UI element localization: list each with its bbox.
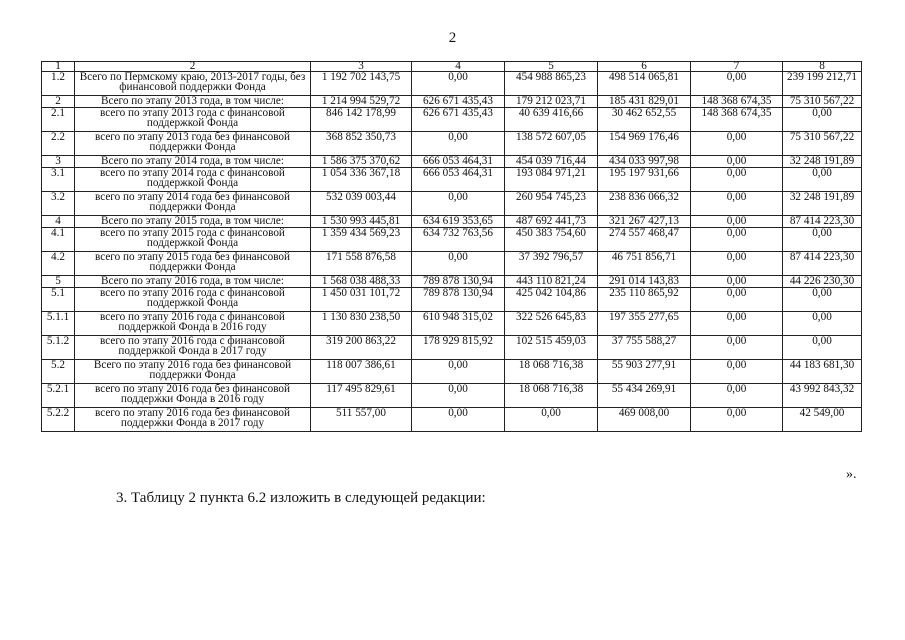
value-cell-col3: 1 192 702 143,75 (311, 72, 412, 96)
row-number-cell: 1.2 (42, 72, 75, 96)
value-cell-col6: 469 008,00 (598, 408, 691, 432)
row-number-cell: 2.2 (42, 132, 75, 156)
row-name-cell: Всего по этапу 2016 года, в том числе: (75, 276, 311, 288)
row-name-cell: всего по этапу 2015 года без финансовой поддержки Фонда (75, 252, 311, 276)
value-cell-col3: 1 530 993 445,81 (311, 216, 412, 228)
row-number-cell: 3 (42, 156, 75, 168)
value-cell-col3: 1 586 375 370,62 (311, 156, 412, 168)
value-cell-col6: 37 755 588,27 (598, 336, 691, 360)
value-cell-col8: 0,00 (783, 168, 862, 192)
value-cell-col4: 0,00 (412, 252, 505, 276)
value-cell-col4: 666 053 464,31 (412, 168, 505, 192)
value-cell-col7: 148 368 674,35 (691, 96, 783, 108)
value-cell-col6: 185 431 829,01 (598, 96, 691, 108)
value-cell-col5: 454 039 716,44 (505, 156, 598, 168)
table-row (42, 360, 862, 384)
value-cell-col8: 87 414 223,30 (783, 216, 862, 228)
value-cell-col8: 42 549,00 (783, 408, 862, 432)
table-row (42, 252, 862, 276)
financing-table (41, 61, 862, 432)
value-cell-col8: 0,00 (783, 288, 862, 312)
table-row (42, 192, 862, 216)
row-number-cell: 5.1.1 (42, 312, 75, 336)
table-row (42, 72, 862, 96)
table-row (42, 216, 862, 228)
value-cell-col4: 789 878 130,94 (412, 276, 505, 288)
row-number-cell: 3.2 (42, 192, 75, 216)
header-cell: 2 (75, 62, 311, 72)
value-cell-col3: 118 007 386,61 (311, 360, 412, 384)
value-cell-col3: 171 558 876,58 (311, 252, 412, 276)
table-row (42, 132, 862, 156)
row-number-cell: 5.2 (42, 360, 75, 384)
value-cell-col4: 0,00 (412, 360, 505, 384)
row-number-cell: 5.1.2 (42, 336, 75, 360)
table-row (42, 228, 862, 252)
value-cell-col5: 102 515 459,03 (505, 336, 598, 360)
value-cell-col8: 32 248 191,89 (783, 192, 862, 216)
row-name-cell: всего по этапу 2016 года с финансовой поддержкой Фонда в 2016 году (75, 312, 311, 336)
header-cell: 8 (783, 62, 862, 72)
value-cell-col7: 148 368 674,35 (691, 108, 783, 132)
value-cell-col4: 0,00 (412, 384, 505, 408)
value-cell-col7: 0,00 (691, 192, 783, 216)
value-cell-col4: 666 053 464,31 (412, 156, 505, 168)
row-number-cell: 2.1 (42, 108, 75, 132)
value-cell-col3: 117 495 829,61 (311, 384, 412, 408)
value-cell-col5: 18 068 716,38 (505, 384, 598, 408)
row-number-cell: 5 (42, 276, 75, 288)
value-cell-col8: 44 226 230,30 (783, 276, 862, 288)
row-name-cell: Всего по Пермскому краю, 2013-2017 годы, без финансовой поддержки Фонда (75, 72, 311, 96)
header-cell: 6 (598, 62, 691, 72)
value-cell-col6: 291 014 143,83 (598, 276, 691, 288)
value-cell-col5: 193 084 971,21 (505, 168, 598, 192)
value-cell-col5: 450 383 754,60 (505, 228, 598, 252)
value-cell-col4: 0,00 (412, 72, 505, 96)
row-name-cell: Всего по этапу 2016 года без финансовой поддержки Фонда (75, 360, 311, 384)
header-cell: 7 (691, 62, 783, 72)
row-name-cell: всего по этапу 2016 года с финансовой поддержкой Фонда в 2017 году (75, 336, 311, 360)
header-cell: 5 (505, 62, 598, 72)
value-cell-col6: 154 969 176,46 (598, 132, 691, 156)
row-number-cell: 3.1 (42, 168, 75, 192)
value-cell-col3: 1 450 031 101,72 (311, 288, 412, 312)
value-cell-col4: 634 619 353,65 (412, 216, 505, 228)
header-cell: 4 (412, 62, 505, 72)
table-row (42, 276, 862, 288)
value-cell-col4: 634 732 763,56 (412, 228, 505, 252)
value-cell-col5: 37 392 796,57 (505, 252, 598, 276)
value-cell-col6: 30 462 652,55 (598, 108, 691, 132)
row-name-cell: Всего по этапу 2015 года, в том числе: (75, 216, 311, 228)
value-cell-col3: 532 039 003,44 (311, 192, 412, 216)
row-number-cell: 4.1 (42, 228, 75, 252)
value-cell-col8: 0,00 (783, 108, 862, 132)
row-name-cell: всего по этапу 2016 года с финансовой поддержкой Фонда (75, 288, 311, 312)
header-cell: 1 (42, 62, 75, 72)
value-cell-col3: 511 557,00 (311, 408, 412, 432)
table-row (42, 408, 862, 432)
value-cell-col6: 235 110 865,92 (598, 288, 691, 312)
row-name-cell: всего по этапу 2016 года без финансовой поддержки Фонда в 2016 году (75, 384, 311, 408)
row-name-cell: Всего по этапу 2014 года, в том числе: (75, 156, 311, 168)
value-cell-col7: 0,00 (691, 156, 783, 168)
page-number: 2 (448, 30, 457, 46)
value-cell-col3: 846 142 178,99 (311, 108, 412, 132)
value-cell-col5: 260 954 745,23 (505, 192, 598, 216)
value-cell-col6: 274 557 468,47 (598, 228, 691, 252)
value-cell-col8: 239 199 212,71 (783, 72, 862, 96)
row-number-cell: 2 (42, 96, 75, 108)
value-cell-col4: 0,00 (412, 408, 505, 432)
value-cell-col7: 0,00 (691, 168, 783, 192)
value-cell-col7: 0,00 (691, 276, 783, 288)
value-cell-col6: 321 267 427,13 (598, 216, 691, 228)
value-cell-col4: 0,00 (412, 132, 505, 156)
value-cell-col4: 178 929 815,92 (412, 336, 505, 360)
row-name-cell: Всего по этапу 2013 года, в том числе: (75, 96, 311, 108)
value-cell-col4: 626 671 435,43 (412, 108, 505, 132)
value-cell-col3: 1 054 336 367,18 (311, 168, 412, 192)
value-cell-col7: 0,00 (691, 252, 783, 276)
value-cell-col5: 443 110 821,24 (505, 276, 598, 288)
row-number-cell: 5.2.1 (42, 384, 75, 408)
value-cell-col5: 138 572 607,05 (505, 132, 598, 156)
value-cell-col8: 75 310 567,22 (783, 132, 862, 156)
row-name-cell: всего по этапу 2016 года без финансовой поддержки Фонда в 2017 году (75, 408, 311, 432)
row-name-cell: всего по этапу 2014 года с финансовой поддержкой Фонда (75, 168, 311, 192)
row-name-cell: всего по этапу 2015 года с финансовой поддержкой Фонда (75, 228, 311, 252)
value-cell-col7: 0,00 (691, 72, 783, 96)
header-cell: 3 (311, 62, 412, 72)
value-cell-col8: 75 310 567,22 (783, 96, 862, 108)
value-cell-col5: 179 212 023,71 (505, 96, 598, 108)
value-cell-col4: 0,00 (412, 192, 505, 216)
value-cell-col8: 0,00 (783, 336, 862, 360)
value-cell-col3: 319 200 863,22 (311, 336, 412, 360)
value-cell-col5: 454 988 865,23 (505, 72, 598, 96)
value-cell-col7: 0,00 (691, 216, 783, 228)
table-row (42, 156, 862, 168)
value-cell-col8: 87 414 223,30 (783, 252, 862, 276)
value-cell-col6: 195 197 931,66 (598, 168, 691, 192)
value-cell-col6: 55 434 269,91 (598, 384, 691, 408)
value-cell-col7: 0,00 (691, 408, 783, 432)
value-cell-col7: 0,00 (691, 360, 783, 384)
value-cell-col7: 0,00 (691, 336, 783, 360)
value-cell-col8: 44 183 681,30 (783, 360, 862, 384)
row-number-cell: 4.2 (42, 252, 75, 276)
table-row (42, 336, 862, 360)
value-cell-col3: 1 214 994 529,72 (311, 96, 412, 108)
value-cell-col7: 0,00 (691, 132, 783, 156)
row-name-cell: всего по этапу 2013 года с финансовой поддержкой Фонда (75, 108, 311, 132)
row-number-cell: 5.1 (42, 288, 75, 312)
row-number-cell: 4 (42, 216, 75, 228)
value-cell-col4: 610 948 315,02 (412, 312, 505, 336)
value-cell-col5: 425 042 104,86 (505, 288, 598, 312)
value-cell-col5: 18 068 716,38 (505, 360, 598, 384)
row-name-cell: всего по этапу 2014 года без финансовой поддержки Фонда (75, 192, 311, 216)
table-row (42, 108, 862, 132)
header-row (42, 62, 862, 72)
value-cell-col8: 0,00 (783, 312, 862, 336)
value-cell-col6: 434 033 997,98 (598, 156, 691, 168)
value-cell-col4: 626 671 435,43 (412, 96, 505, 108)
value-cell-col5: 40 639 416,66 (505, 108, 598, 132)
value-cell-col8: 32 248 191,89 (783, 156, 862, 168)
value-cell-col5: 322 526 645,83 (505, 312, 598, 336)
closing-quote-mark: ». (846, 467, 857, 482)
value-cell-col3: 368 852 350,73 (311, 132, 412, 156)
value-cell-col6: 55 903 277,91 (598, 360, 691, 384)
value-cell-col8: 0,00 (783, 228, 862, 252)
value-cell-col3: 1 568 038 488,33 (311, 276, 412, 288)
table-row (42, 288, 862, 312)
value-cell-col7: 0,00 (691, 288, 783, 312)
table-row (42, 96, 862, 108)
value-cell-col6: 498 514 065,81 (598, 72, 691, 96)
value-cell-col6: 46 751 856,71 (598, 252, 691, 276)
amendment-paragraph: 3. Таблицу 2 пункта 6.2 изложить в следующей редакции: (116, 490, 486, 506)
value-cell-col5: 0,00 (505, 408, 598, 432)
value-cell-col3: 1 130 830 238,50 (311, 312, 412, 336)
table-row (42, 168, 862, 192)
value-cell-col6: 238 836 066,32 (598, 192, 691, 216)
value-cell-col8: 43 992 843,32 (783, 384, 862, 408)
value-cell-col3: 1 359 434 569,23 (311, 228, 412, 252)
value-cell-col6: 197 355 277,65 (598, 312, 691, 336)
value-cell-col4: 789 878 130,94 (412, 288, 505, 312)
row-name-cell: всего по этапу 2013 года без финансовой поддержки Фонда (75, 132, 311, 156)
value-cell-col7: 0,00 (691, 384, 783, 408)
table-row (42, 384, 862, 408)
table-row (42, 312, 862, 336)
value-cell-col5: 487 692 441,73 (505, 216, 598, 228)
value-cell-col7: 0,00 (691, 312, 783, 336)
row-number-cell: 5.2.2 (42, 408, 75, 432)
value-cell-col7: 0,00 (691, 228, 783, 252)
